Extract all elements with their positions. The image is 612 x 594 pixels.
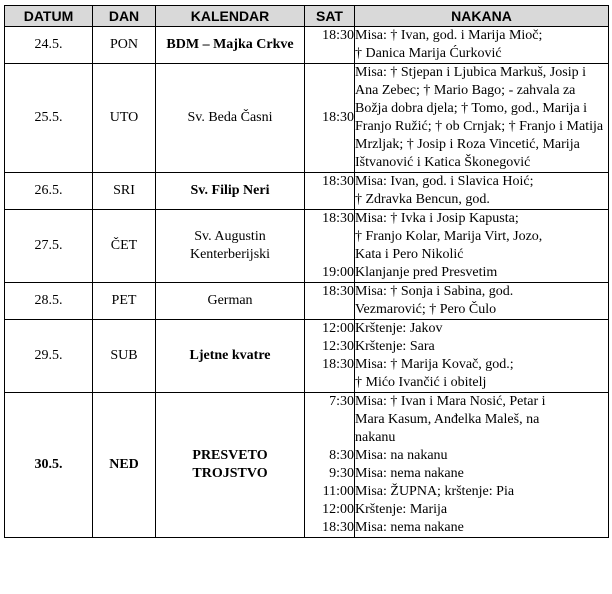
- intention-line: Klanjanje pred Presvetim: [355, 265, 498, 280]
- row-day: SUB: [93, 320, 156, 393]
- header-dan: DAN: [93, 6, 156, 27]
- intention-line: nakanu: [355, 430, 396, 445]
- row-day: SRI: [93, 173, 156, 210]
- time-value: 11:00: [322, 484, 354, 499]
- row-date: 24.5.: [5, 27, 93, 64]
- row-notes: [355, 173, 609, 210]
- row-notes: [355, 210, 609, 283]
- row-date: 26.5.: [5, 173, 93, 210]
- row-notes: [355, 320, 609, 393]
- time-value: 9:30: [329, 466, 354, 481]
- intention-line: Misa: Ivan, god. i Slavica Hoić;: [355, 174, 534, 189]
- row-day: UTO: [93, 64, 156, 173]
- row-day: NED: [93, 393, 156, 538]
- row-times: [305, 283, 355, 320]
- intention-line: Misa: na nakanu: [355, 448, 448, 463]
- intention-line: Krštenje: Marija: [355, 502, 448, 517]
- row-day: PET: [93, 283, 156, 320]
- intention-line: Misa: † Marija Kovač, god.;: [355, 357, 514, 372]
- schedule-row: [5, 320, 609, 393]
- time-value: [305, 301, 354, 319]
- row-calendar: Sv. Filip Neri: [156, 173, 305, 210]
- time-value: 18:30: [322, 357, 354, 372]
- schedule-table: [4, 5, 609, 538]
- time-value: 8:30: [329, 448, 354, 463]
- schedule-row: [5, 64, 609, 173]
- header-kalendar: KALENDAR: [156, 6, 305, 27]
- time-value: 12:00: [322, 321, 354, 336]
- time-value: 19:00: [322, 265, 354, 280]
- row-day: PON: [93, 27, 156, 64]
- row-times: [305, 27, 355, 64]
- row-times: [305, 393, 355, 538]
- time-value: 7:30: [329, 394, 354, 409]
- row-calendar: Sv. Beda Časni: [156, 64, 305, 173]
- intention-line: Misa: ŽUPNA; krštenje: Pia: [355, 484, 515, 499]
- row-times: [305, 320, 355, 393]
- row-calendar: Sv. Augustin Kenterberijski: [156, 210, 305, 283]
- intention-line: Misa: † Ivan, god. i Marija Mioč;: [355, 28, 543, 43]
- time-value: [305, 191, 354, 209]
- time-value: 18:30: [322, 110, 354, 125]
- row-notes: [355, 27, 609, 64]
- intention-line: Kata i Pero Nikolić: [355, 247, 464, 262]
- time-value: 18:30: [322, 174, 354, 189]
- time-value: 18:30: [322, 28, 354, 43]
- time-value: [305, 45, 354, 63]
- schedule-row: [5, 27, 609, 64]
- intention-line: † Zdravka Bencun, god.: [355, 192, 490, 207]
- time-value: 18:30: [322, 211, 354, 226]
- row-date: 29.5.: [5, 320, 93, 393]
- intention-line: Vezmarović; † Pero Čulo: [355, 302, 497, 317]
- row-date: 27.5.: [5, 210, 93, 283]
- row-notes: [355, 64, 609, 173]
- schedule-row: [5, 173, 609, 210]
- intention-line: Krštenje: Sara: [355, 339, 435, 354]
- row-date: 30.5.: [5, 393, 93, 538]
- schedule-row: [5, 283, 609, 320]
- time-value: 12:30: [322, 339, 354, 354]
- row-calendar: PRESVETO TROJSTVO: [156, 393, 305, 538]
- row-date: 25.5.: [5, 64, 93, 173]
- row-times: [305, 173, 355, 210]
- intention-line: Mara Kasum, Anđelka Maleš, na: [355, 412, 540, 427]
- schedule-row: [5, 210, 609, 283]
- intention-line: Misa: nema nakane: [355, 466, 464, 481]
- row-calendar: German: [156, 283, 305, 320]
- intention-line: Misa: † Stjepan i Ljubica Markuš, Josip i Ana Zebec; † Mario Bago; - zahvala za Božja dobra djela; † Tomo, god., Marija i Franjo Ružić; † ob Crnjak; † Franjo i Matija Mrzljak; † Josip i Roza Vincetić, Marija Ištvanović i Katica Škonegović: [355, 65, 604, 170]
- intention-line: † Mićo Ivančić i obitelj: [355, 375, 487, 390]
- time-value: [305, 246, 354, 264]
- header-row: [5, 6, 609, 27]
- row-calendar: BDM – Majka Crkve: [156, 27, 305, 64]
- intention-line: Misa: † Ivka i Josip Kapusta;: [355, 211, 519, 226]
- row-notes: [355, 393, 609, 538]
- time-value: 18:30: [322, 284, 354, 299]
- row-times: [305, 64, 355, 173]
- intention-line: Misa: † Sonja i Sabina, god.: [355, 284, 514, 299]
- intention-line: Krštenje: Jakov: [355, 321, 443, 336]
- header-sat: SAT: [305, 6, 355, 27]
- row-date: 28.5.: [5, 283, 93, 320]
- time-value: [305, 228, 354, 246]
- intention-line: † Franjo Kolar, Marija Virt, Jozo,: [355, 229, 543, 244]
- intention-line: Misa: nema nakane: [355, 520, 464, 535]
- intention-line: Misa: † Ivan i Mara Nosić, Petar i: [355, 394, 546, 409]
- intention-line: † Danica Marija Ćurković: [355, 46, 502, 61]
- row-day: ČET: [93, 210, 156, 283]
- row-times: [305, 210, 355, 283]
- time-value: 18:30: [322, 520, 354, 535]
- row-calendar: Ljetne kvatre: [156, 320, 305, 393]
- time-value: [305, 411, 354, 429]
- time-value: [305, 429, 354, 447]
- schedule-row: [5, 393, 609, 538]
- header-nakana: NAKANA: [355, 6, 609, 27]
- header-datum: DATUM: [5, 6, 93, 27]
- schedule-body: [5, 27, 609, 538]
- time-value: [305, 374, 354, 392]
- row-notes: [355, 283, 609, 320]
- time-value: 12:00: [322, 502, 354, 517]
